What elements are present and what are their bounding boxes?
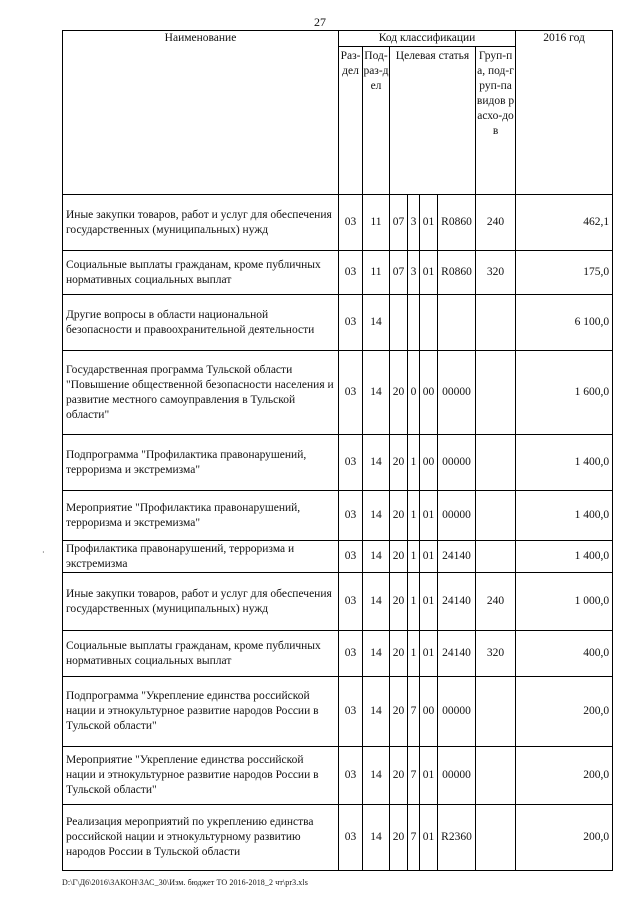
- table-row: [63, 435, 613, 491]
- row-target-subprogram: 7: [408, 677, 420, 747]
- row-target-event: 01: [420, 805, 438, 871]
- table-row: [63, 541, 613, 573]
- row-target-event: 01: [420, 491, 438, 541]
- row-name: Иные закупки товаров, работ и услуг для обеспечения государственных (муниципальных) нужд: [63, 573, 339, 631]
- row-amount: 1 000,0: [516, 573, 613, 631]
- row-expense-type: [476, 491, 516, 541]
- row-expense-type: [476, 677, 516, 747]
- row-name: Государственная программа Тульской области "Повышение общественной безопасности населения и развитие местного самоуправления в Тульской области": [63, 351, 339, 435]
- row-razdel: 03: [339, 491, 363, 541]
- stray-mark: ·: [42, 548, 45, 557]
- row-name: Социальные выплаты гражданам, кроме публичных нормативных социальных выплат: [63, 251, 339, 295]
- header-name: Наименование: [63, 31, 339, 195]
- row-target-program: 20: [390, 747, 408, 805]
- row-target-subprogram: 1: [408, 541, 420, 573]
- row-expense-type: [476, 435, 516, 491]
- row-target-event: 01: [420, 747, 438, 805]
- row-amount: 200,0: [516, 805, 613, 871]
- header-podrazdel: [363, 47, 390, 195]
- table-row: [63, 573, 613, 631]
- row-podrazdel: 11: [363, 251, 390, 295]
- row-name: Подпрограмма "Укрепление единства российской нации и этнокультурное развитие народов России в Тульской области": [63, 677, 339, 747]
- row-target-subprogram: 7: [408, 805, 420, 871]
- row-expense-type: 320: [476, 251, 516, 295]
- row-name: Социальные выплаты гражданам, кроме публичных нормативных социальных выплат: [63, 631, 339, 677]
- table-row: [63, 677, 613, 747]
- row-podrazdel: 14: [363, 491, 390, 541]
- row-target-subprogram: 1: [408, 435, 420, 491]
- row-target-event: 01: [420, 195, 438, 251]
- row-target-event: 01: [420, 631, 438, 677]
- header-year: 2016 год: [516, 31, 613, 195]
- row-razdel: 03: [339, 435, 363, 491]
- row-target-subprogram: 3: [408, 251, 420, 295]
- row-target-direction: [438, 295, 476, 351]
- row-target-direction: 00000: [438, 677, 476, 747]
- row-target-direction: R2360: [438, 805, 476, 871]
- budget-table: [62, 30, 613, 871]
- row-target-subprogram: [408, 295, 420, 351]
- row-target-direction: 00000: [438, 747, 476, 805]
- header-vr: [476, 47, 516, 195]
- row-expense-type: 240: [476, 195, 516, 251]
- row-name: Иные закупки товаров, работ и услуг для обеспечения государственных (муниципальных) нужд: [63, 195, 339, 251]
- row-target-program: 20: [390, 677, 408, 747]
- header-vr-text: Груп-па, под-груп-па видов расхо-дов: [476, 50, 515, 137]
- row-name: Мероприятие "Укрепление единства российской нации и этнокультурное развитие народов России в Тульской области": [63, 747, 339, 805]
- row-podrazdel: 14: [363, 631, 390, 677]
- row-target-direction: 24140: [438, 573, 476, 631]
- row-podrazdel: 14: [363, 351, 390, 435]
- row-target-program: 20: [390, 491, 408, 541]
- row-expense-type: [476, 295, 516, 351]
- row-target-direction: 00000: [438, 435, 476, 491]
- row-target-direction: R0860: [438, 251, 476, 295]
- row-name: Подпрограмма "Профилактика правонарушений, терроризма и экстремизма": [63, 435, 339, 491]
- row-target-event: 01: [420, 251, 438, 295]
- row-expense-type: [476, 351, 516, 435]
- row-target-event: 00: [420, 435, 438, 491]
- row-target-direction: 00000: [438, 491, 476, 541]
- row-target-subprogram: 0: [408, 351, 420, 435]
- row-amount: 462,1: [516, 195, 613, 251]
- table-row: [63, 195, 613, 251]
- table-row: [63, 295, 613, 351]
- row-target-direction: 24140: [438, 631, 476, 677]
- row-podrazdel: 14: [363, 295, 390, 351]
- row-razdel: 03: [339, 747, 363, 805]
- row-podrazdel: 14: [363, 435, 390, 491]
- row-expense-type: [476, 805, 516, 871]
- row-target-direction: 00000: [438, 351, 476, 435]
- row-amount: 400,0: [516, 631, 613, 677]
- table-row: [63, 747, 613, 805]
- row-amount: 200,0: [516, 677, 613, 747]
- row-target-program: 20: [390, 351, 408, 435]
- row-target-program: 20: [390, 631, 408, 677]
- row-amount: 6 100,0: [516, 295, 613, 351]
- row-target-program: 20: [390, 573, 408, 631]
- row-amount: 1 400,0: [516, 541, 613, 573]
- row-podrazdel: 14: [363, 677, 390, 747]
- table-row: [63, 805, 613, 871]
- row-name: Реализация мероприятий по укреплению единства российской нации и этнокультурному развитию народов России в Тульской области: [63, 805, 339, 871]
- header-code-group: Код классификации: [339, 31, 516, 47]
- row-expense-type: [476, 747, 516, 805]
- table-row: [63, 251, 613, 295]
- row-target-program: 20: [390, 435, 408, 491]
- row-target-direction: R0860: [438, 195, 476, 251]
- row-target-direction: 24140: [438, 541, 476, 573]
- row-target-program: 07: [390, 251, 408, 295]
- row-expense-type: 320: [476, 631, 516, 677]
- table-row: [63, 491, 613, 541]
- row-razdel: 03: [339, 573, 363, 631]
- row-target-event: [420, 295, 438, 351]
- row-razdel: 03: [339, 295, 363, 351]
- row-razdel: 03: [339, 805, 363, 871]
- row-podrazdel: 14: [363, 541, 390, 573]
- row-target-subprogram: 1: [408, 491, 420, 541]
- row-expense-type: 240: [476, 573, 516, 631]
- row-razdel: 03: [339, 631, 363, 677]
- row-amount: 1 400,0: [516, 491, 613, 541]
- row-target-program: 20: [390, 805, 408, 871]
- row-podrazdel: 14: [363, 747, 390, 805]
- row-razdel: 03: [339, 251, 363, 295]
- row-name: Профилактика правонарушений, терроризма и экстремизма: [63, 541, 339, 573]
- footer-file-path: D:\Г\Д6\2016\ЗАКОН\ЗАС_30\Изм. бюджет ТО 2016-2018_2 чт\pr3.xls: [62, 878, 308, 887]
- row-target-subprogram: 1: [408, 573, 420, 631]
- row-amount: 175,0: [516, 251, 613, 295]
- header-target: Целевая статья: [390, 47, 476, 195]
- row-target-event: 01: [420, 541, 438, 573]
- row-podrazdel: 14: [363, 573, 390, 631]
- table-row: [63, 351, 613, 435]
- row-target-subprogram: 3: [408, 195, 420, 251]
- row-name: Мероприятие "Профилактика правонарушений, терроризма и экстремизма": [63, 491, 339, 541]
- row-expense-type: [476, 541, 516, 573]
- row-target-event: 00: [420, 677, 438, 747]
- row-amount: 1 400,0: [516, 435, 613, 491]
- table-row: [63, 631, 613, 677]
- row-razdel: 03: [339, 351, 363, 435]
- row-amount: 200,0: [516, 747, 613, 805]
- table-body: [63, 195, 613, 871]
- row-target-program: 07: [390, 195, 408, 251]
- row-target-event: 00: [420, 351, 438, 435]
- row-target-program: [390, 295, 408, 351]
- row-target-event: 01: [420, 573, 438, 631]
- row-target-program: 20: [390, 541, 408, 573]
- row-razdel: 03: [339, 541, 363, 573]
- row-name: Другие вопросы в области национальной безопасности и правоохранительной деятельности: [63, 295, 339, 351]
- row-target-subprogram: 1: [408, 631, 420, 677]
- row-target-subprogram: 7: [408, 747, 420, 805]
- row-razdel: 03: [339, 195, 363, 251]
- row-amount: 1 600,0: [516, 351, 613, 435]
- header-podrazdel-text: Под-раз-дел: [363, 50, 389, 92]
- row-razdel: 03: [339, 677, 363, 747]
- row-podrazdel: 14: [363, 805, 390, 871]
- row-podrazdel: 11: [363, 195, 390, 251]
- header-razdel-text: Раз-дел: [340, 50, 361, 77]
- page-number: 27: [314, 15, 326, 29]
- header-razdel: [339, 47, 363, 195]
